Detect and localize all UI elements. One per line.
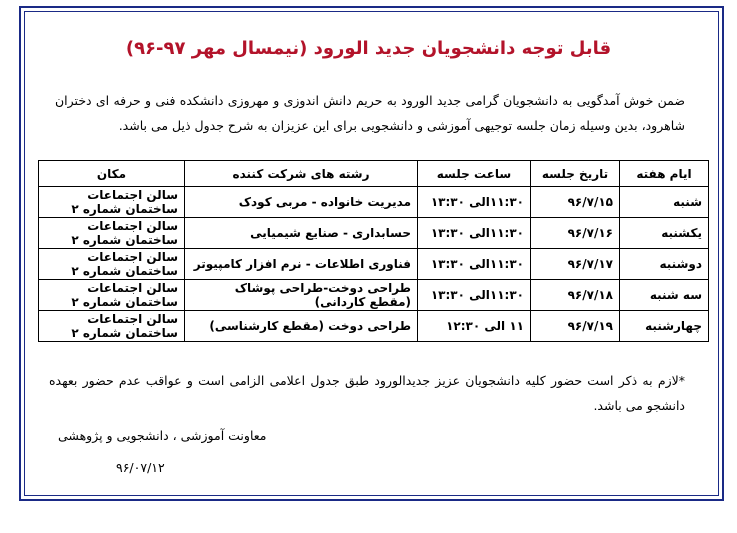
table-row xyxy=(39,249,709,280)
cell-place: سالن اجتماعات ساختمان شماره ۲ xyxy=(39,311,185,342)
cell-day: دوشنبه xyxy=(620,249,709,280)
attendance-note: *لازم به ذکر است حضور کلیه دانشجویان عزیز جدیدالورود طبق جدول اعلامی الزامی است و عواقب عدم حضور بعهده دانشجو می باشد. xyxy=(49,373,685,413)
cell-place: سالن اجتماعات ساختمان شماره ۲ xyxy=(39,187,185,218)
cell-day: شنبه xyxy=(620,187,709,218)
signature-date: ۹۶/۰۷/۱۲ xyxy=(116,460,165,475)
cell-time: ۱۱:۳۰الی ۱۳:۳۰ xyxy=(418,280,531,311)
schedule-table xyxy=(38,160,709,342)
cell-place: سالن اجتماعات ساختمان شماره ۲ xyxy=(39,280,185,311)
header-time: ساعت جلسه xyxy=(418,161,531,187)
header-major: رشته های شرکت کننده xyxy=(185,161,418,187)
cell-date: ۹۶/۷/۱۶ xyxy=(531,218,620,249)
cell-time: ۱۱:۳۰الی ۱۳:۳۰ xyxy=(418,249,531,280)
cell-major: فناوری اطلاعات - نرم افزار کامپیوتر xyxy=(185,249,418,280)
cell-date: ۹۶/۷/۱۷ xyxy=(531,249,620,280)
cell-major: حسابداری - صنایع شیمیایی xyxy=(185,218,418,249)
cell-date: ۹۶/۷/۱۵ xyxy=(531,187,620,218)
table-row xyxy=(39,187,709,218)
header-day: ایام هفته xyxy=(620,161,709,187)
header-date: تاریخ جلسه xyxy=(531,161,620,187)
page-title: قابل توجه دانشجویان جدید الورود (نیمسال مهر ۹۷-۹۶) xyxy=(125,38,612,59)
cell-major: مدیریت خانواده - مربی کودک xyxy=(185,187,418,218)
table-header-row xyxy=(39,161,709,187)
cell-major: طراحی دوخت (مقطع کارشناسی) xyxy=(185,311,418,342)
table-row xyxy=(39,218,709,249)
cell-time: ۱۱:۳۰الی ۱۳:۳۰ xyxy=(418,218,531,249)
cell-day: سه شنبه xyxy=(620,280,709,311)
cell-date: ۹۶/۷/۱۹ xyxy=(531,311,620,342)
cell-day: چهارشنبه xyxy=(620,311,709,342)
cell-place: سالن اجتماعات ساختمان شماره ۲ xyxy=(39,249,185,280)
intro-paragraph: ضمن خوش آمدگویی به دانشجویان گرامی جدید الورود به حریم دانش اندوزی و مهروزی دانشکده فنی و حرفه ای دختران شاهرود، بدین وسیله زمان جلسه توجیهی آموزشی و دانشجویی برای این عزیزان به شرح جدول ذیل می باشد. xyxy=(55,93,685,133)
cell-time: ۱۱:۳۰الی ۱۳:۳۰ xyxy=(418,187,531,218)
cell-day: یکشنبه xyxy=(620,218,709,249)
table-row xyxy=(39,280,709,311)
table-row xyxy=(39,311,709,342)
cell-date: ۹۶/۷/۱۸ xyxy=(531,280,620,311)
signature: معاونت آموزشی ، دانشجویی و پژوهشی xyxy=(58,428,267,443)
cell-major: طراحی دوخت-طراحی پوشاک (مقطع کاردانی) xyxy=(185,280,418,311)
cell-place: سالن اجتماعات ساختمان شماره ۲ xyxy=(39,218,185,249)
cell-time: ۱۱ الی ۱۲:۳۰ xyxy=(418,311,531,342)
header-place: مکان xyxy=(39,161,185,187)
